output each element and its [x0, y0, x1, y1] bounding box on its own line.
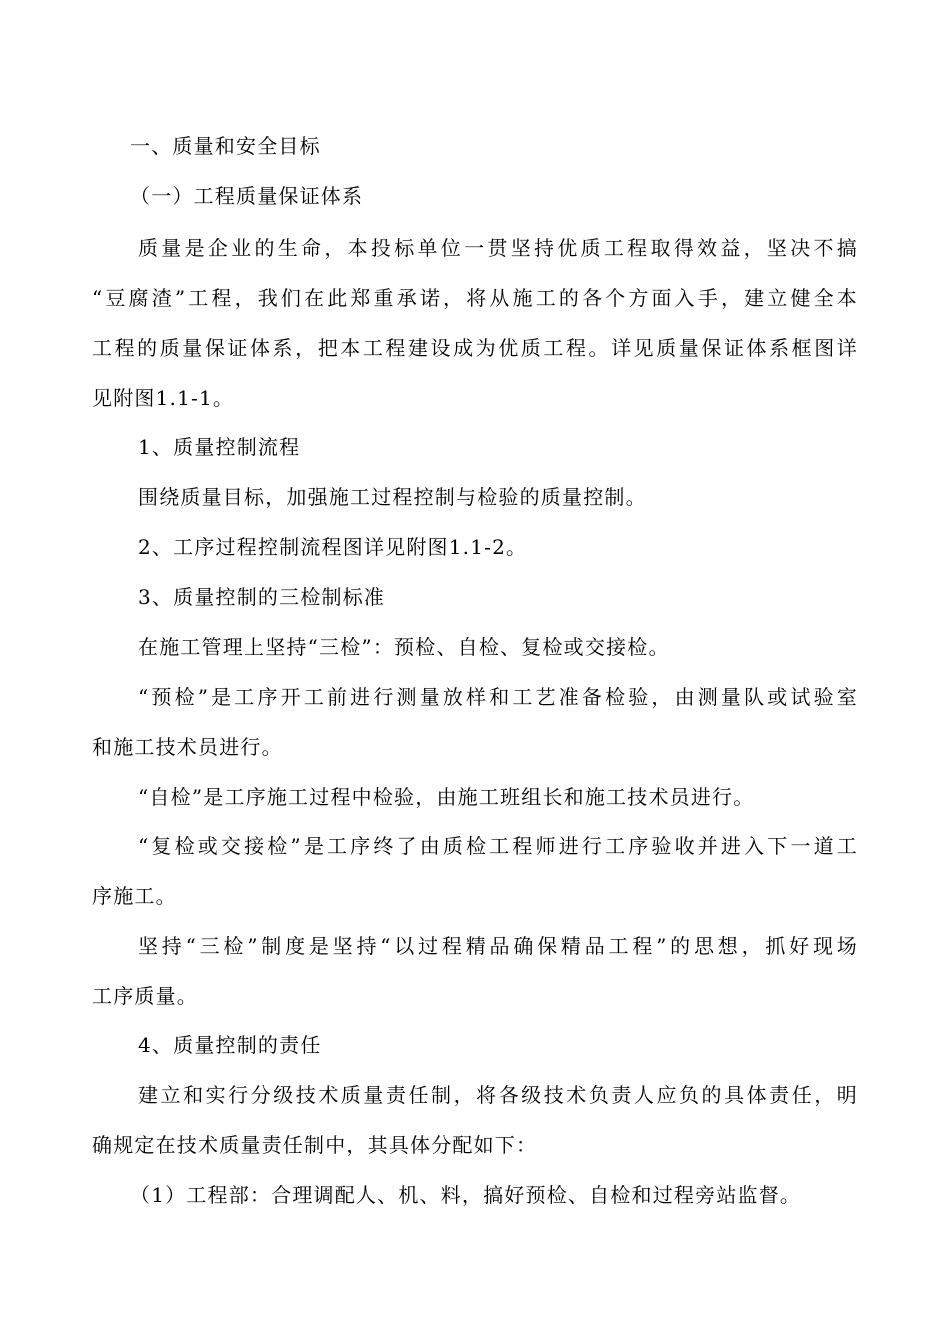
paragraph-line: 质量是企业的生命，本投标单位一贯坚持优质工程取得效益，坚决不搞 — [138, 236, 858, 260]
paragraph-line: “预检”是工序开工前进行测量放样和工艺准备检验，由测量队或试验室 — [138, 685, 858, 709]
paragraph-line: 序施工。 — [92, 884, 177, 908]
paragraph-line: “自检”是工序施工过程中检验，由施工班组长和施工技术员进行。 — [138, 785, 755, 809]
item-heading: 3、质量控制的三检制标准 — [138, 585, 386, 609]
paragraph-line: 工序质量。 — [92, 984, 198, 1008]
paragraph-line: “豆腐渣”工程，我们在此郑重承诺，将从施工的各个方面入手，建立健全本 — [92, 286, 858, 310]
section-heading: 一、质量和安全目标 — [130, 134, 321, 158]
paragraph-line: 工程的质量保证体系，把本工程建设成为优质工程。详见质量保证体系框图详 — [92, 336, 858, 360]
paragraph-line: 见附图1.1-1。 — [92, 386, 235, 410]
paragraph-line: 在施工管理上坚持“三检”：预检、自检、复检或交接检。 — [138, 635, 670, 659]
subsection-heading: （一）工程质量保证体系 — [130, 184, 364, 208]
item-heading: 1、质量控制流程 — [138, 435, 301, 459]
paragraph-line: 和施工技术员进行。 — [92, 735, 283, 759]
paragraph-line: 坚持“三检”制度是坚持“以过程精品确保精品工程”的思想，抓好现场 — [138, 934, 858, 958]
item-heading: 2、工序过程控制流程图详见附图1.1-2。 — [138, 535, 528, 559]
paragraph-line: 围绕质量目标，加强施工过程控制与检验的质量控制。 — [138, 485, 647, 509]
item-heading: 4、质量控制的责任 — [138, 1033, 322, 1057]
paragraph-line: 确规定在技术质量责任制中，其具体分配如下： — [92, 1133, 538, 1157]
paragraph-line: 建立和实行分级技术质量责任制，将各级技术负责人应负的具体责任，明 — [138, 1083, 858, 1107]
list-item: （1）工程部：合理调配人、机、料，搞好预检、自检和过程旁站监督。 — [130, 1183, 802, 1207]
paragraph-line: “复检或交接检”是工序终了由质检工程师进行工序验收并进入下一道工 — [138, 834, 858, 858]
